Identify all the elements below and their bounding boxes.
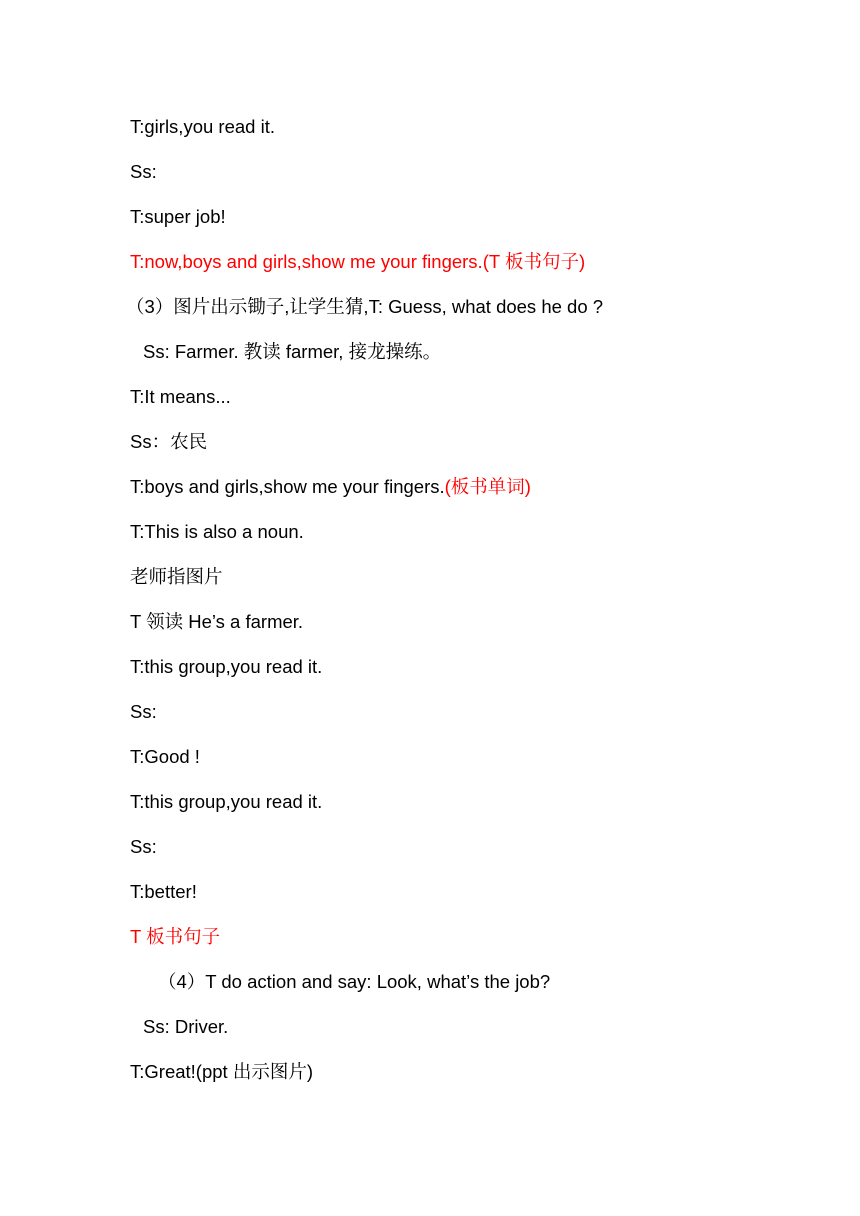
line-it-means: T:It means... (130, 386, 231, 407)
line-step-4-action: （4）T do action and say: Look, what’s the job? (158, 971, 551, 992)
line-ss-1: Ss: (130, 161, 157, 182)
line-teacher-points: 老师指图片 (130, 566, 223, 587)
line-show-fingers-sentence: T:now,boys and girls,show me your fingers.(T 板书句子) (130, 251, 586, 272)
line-ss-farmer: Ss: Farmer. 教读 farmer, 接龙操练。 (143, 341, 442, 362)
line-show-fingers-word (130, 475, 531, 499)
line-ss-driver: Ss: Driver. (143, 1016, 229, 1037)
line-board-sentence: T 板书句子 (130, 926, 221, 947)
line-step-3-guess: （3）图片出示锄子,让学生猜,T: Guess, what does he do ? (126, 296, 604, 317)
line-also-noun: T:This is also a noun. (130, 521, 304, 542)
line-lead-read: T 领读 He’s a farmer. (130, 611, 304, 632)
line-ss-3: Ss: (130, 836, 157, 857)
line-girls-read: T:girls,you read it. (130, 116, 275, 137)
line-better: T:better! (130, 881, 197, 902)
line-group-read-1: T:this group,you read it. (130, 656, 323, 677)
line-good: T:Good ! (130, 746, 200, 767)
line-super-job: T:super job! (130, 206, 226, 227)
line-great-ppt: T:Great!(ppt 出示图片) (130, 1061, 313, 1082)
line-ss-nongmin: Ss：农民 (130, 431, 208, 452)
line-ss-2: Ss: (130, 701, 157, 722)
line-group-read-2: T:this group,you read it. (130, 791, 323, 812)
line-show-fingers-word-text: T:boys and girls,show me your fingers. (130, 476, 445, 497)
line-show-fingers-word-note: (板书单词) (444, 476, 531, 497)
